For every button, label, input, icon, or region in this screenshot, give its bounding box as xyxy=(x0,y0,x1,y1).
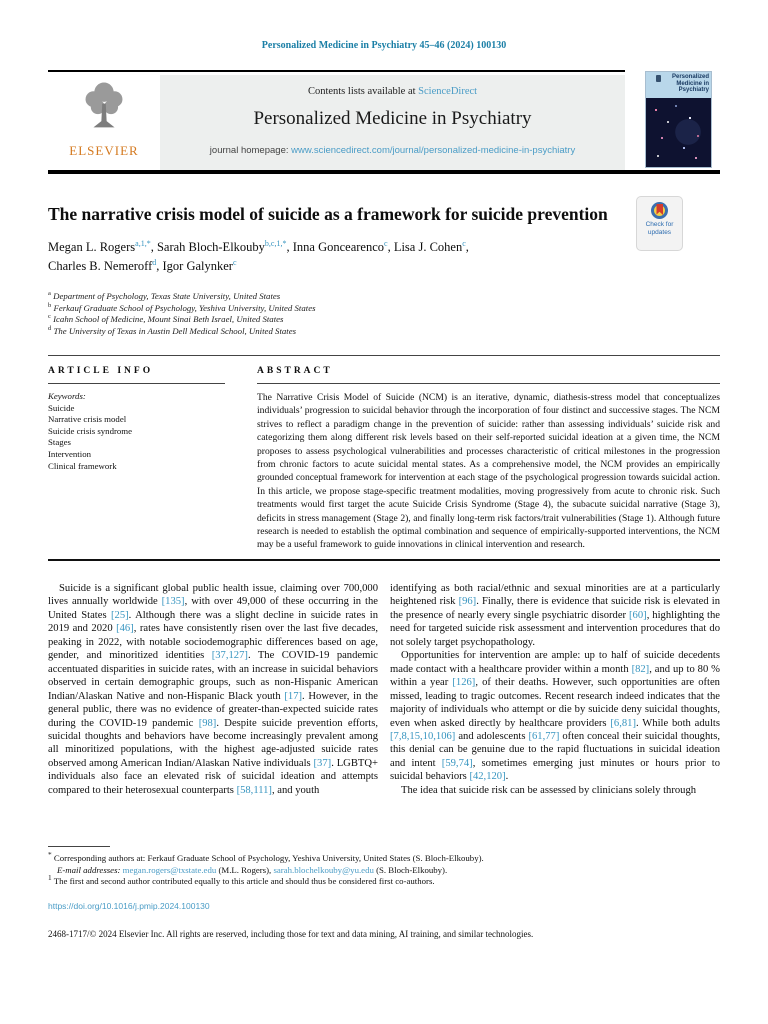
abstract-rule xyxy=(257,383,720,384)
homepage-line xyxy=(160,145,625,156)
citation-link[interactable]: [42,120] xyxy=(469,771,506,783)
affiliation-item xyxy=(48,291,648,303)
keyword-item: Suicide xyxy=(48,402,75,413)
citation-link[interactable]: [25] xyxy=(111,609,129,621)
footnotes xyxy=(48,850,720,888)
journal-title: Personalized Medicine in Psychiatry xyxy=(253,108,532,129)
footnote-marker: * xyxy=(48,850,52,860)
affiliation-sup: c xyxy=(48,313,51,321)
footnote-equal-contribution: $^1$ The first and second author contributed equally to this article and should thus be considered first co-authors. xyxy=(48,873,435,887)
keyword-item: Suicide crisis syndrome xyxy=(48,425,133,436)
elsevier-logo xyxy=(48,75,160,169)
citation-link[interactable]: [37] xyxy=(313,757,332,769)
abstract-body-divider-rule xyxy=(48,559,720,561)
cover-title: Personalized Medicine in Psychiatry xyxy=(671,74,709,94)
affiliation-text: Ferkauf Graduate School of Psychology, Yeshiva University, United States xyxy=(51,302,316,313)
authors-line-2: Charles B. Nemeroff$^d$, Igor Galynker$^c$ xyxy=(48,257,237,273)
citation-link[interactable]: [7,8,15,10,106] xyxy=(390,730,456,742)
affiliation-item xyxy=(48,314,648,326)
footnote-corresponding: * Corresponding authors at: Ferkauf Graduate School of Psychology, Yeshiva University, United States (S. Bloch-Elkouby). xyxy=(48,850,484,863)
citation-link[interactable]: [126] xyxy=(452,677,476,689)
abstract-column xyxy=(257,366,720,552)
author-superscript: c xyxy=(232,257,237,267)
body-paragraph: identifying as both racial/ethnic and sexual minorities are at a particularly heightened risk [96]. Finally, there is evidence that suicide risk is elevated in the presence of nearly every single psychiatric disorder [60], highlighting the need for targeted suicide risk assessment and intervention procedures that do not solely target psychopathology. xyxy=(390,583,721,648)
elsevier-tree-icon xyxy=(77,79,131,142)
affiliation-text: Icahn School of Medicine, Mount Sinai Beth Israel, United States xyxy=(50,314,284,324)
journal-cover-thumbnail xyxy=(645,71,712,168)
affiliations xyxy=(48,291,648,337)
contents-line-prefix: Contents lists available at xyxy=(307,86,419,97)
footnote-divider-rule xyxy=(48,846,110,847)
affiliation-item xyxy=(48,326,648,338)
author-list xyxy=(48,238,658,276)
citation-link[interactable]: [96] xyxy=(458,596,477,608)
body-paragraph: Suicide is a significant global public health issue, claiming over 700,000 lives annually worldwide [135], with over 49,000 of these occurring in the United States [25]. Although there was a slight decline in suicide rates in 2019 and 2020 [46], rates have consistently risen over the last five decades, peaking in 2022, with notable sociodemographic differences based on age, gender, and minoritized identities [37,127]. The COVID-19 pandemic accentuated disparities in suicide rates, with an increase in suicidal behaviors observed in certain demographic groups, such as non-Hispanic American Indian/Alaskan Native and non-Hispanic Black youth [17]. However, in the general public, there was no evidence of greater-than-expected suicide rates during the COVID-19 pandemic [98]. Despite suicide prevention efforts, suicidal thoughts and behaviors have become increasingly prevalent among all minoritized populations, with the highest age-adjusted suicide rates observed among American Indian/Alaskan Native individuals [37]. LGBTQ+ individuals also face an elevated risk of suicidal ideation and attempts compared to their heterosexual counterparts [58,111], and youth xyxy=(48,583,379,796)
article-info-heading: ARTICLE INFO xyxy=(48,366,154,376)
citation-link[interactable]: [6,81] xyxy=(610,717,636,729)
doi-link[interactable]: https://doi.org/10.1016/j.pmip.2024.100130 xyxy=(48,901,210,911)
author-superscript: c xyxy=(384,238,388,248)
affiliation-sup: d xyxy=(48,324,52,332)
affiliation-item xyxy=(48,303,648,315)
affiliation-sup: b xyxy=(48,301,52,309)
copyright-line: 2468-1717/© 2024 Elsevier Inc. All rights are reserved, including those for text and data mining, AI training, and similar technologies. xyxy=(48,929,534,939)
citation-link[interactable]: [98] xyxy=(198,717,217,729)
citation-link[interactable]: [61,77] xyxy=(528,730,560,742)
citation-link[interactable]: [17] xyxy=(284,690,303,702)
abstract-heading: ABSTRACT xyxy=(257,366,333,376)
cover-elsevier-mark-icon xyxy=(656,75,661,82)
author-superscript: a,1,* xyxy=(135,238,151,248)
affiliation-text: Department of Psychology, Texas State University, United States xyxy=(50,291,281,301)
citation-link[interactable]: [82] xyxy=(631,663,650,675)
bookmark-icon xyxy=(656,204,663,215)
contents-line xyxy=(160,86,625,97)
abstract-text: The Narrative Crisis Model of Suicide (NCM) is an iterative, dynamic, diathesis-stress model that conceptualizes individuals’ progression to suicidal behavior through the incorporation of four distinct and successive stages. The NCM strives to reflect a paradigm change in the prevention of suicide: rather than assessing individuals’ suicide risk and categorizing them along different risk levels based on their self-reported suicidal ideation at a given time, the NCM proposes to assess psychological vulnerabilities and processes characteristic of critical milestones in the progression from chronic factors to acute suicidal mental states. As a comprehensive model, the NCM provides an empirically grounded conceptual framework for intervention at each stage of the psychological progression towards suicidal action. In this article, we propose stage-specific treatment modalities, moving progressively from acute to chronic risk. Such treatments would first target the acute Suicide Crisis Syndrome (Stage 4), the subacute suicidal narrative (Stage 3), deficits in stress management (Stage 2), and finally long-term risk factors/trait vulnerabilities (Stage 1). Although future research is needed to establish the optimal combination and sequence of empirically-supported interventions, the NCM may be a useful framework to guide innovations in clinical intervention and research. xyxy=(257,392,720,551)
header-divider-rule xyxy=(48,170,720,174)
author-superscript: b,c,1,* xyxy=(264,238,287,248)
author-superscript: c xyxy=(462,238,466,248)
citation-link[interactable]: [59,74] xyxy=(441,757,473,769)
email-link[interactable]: megan.rogers@txstate.edu xyxy=(122,864,217,875)
author-superscript: d xyxy=(152,257,157,267)
article-info-rule xyxy=(48,383,225,384)
keyword-item: Intervention xyxy=(48,448,91,459)
article-title: The narrative crisis model of suicide as a framework for suicide prevention xyxy=(48,204,608,224)
footnote-emails: E-mail addresses: megan.rogers@txstate.edu (M.L. Rogers), sarah.blochelkouby@yu.edu (S. Bloch-Elkouby). xyxy=(57,864,448,875)
cover-artwork xyxy=(646,98,711,167)
sciencedirect-link[interactable]: ScienceDirect xyxy=(418,86,478,97)
keyword-item: Clinical framework xyxy=(48,460,117,471)
body-paragraph: The idea that suicide risk can be assessed by clinicians solely through xyxy=(401,784,697,796)
homepage-label: journal homepage: xyxy=(209,145,292,156)
citation-link[interactable]: [37,127] xyxy=(211,650,248,662)
running-head-citation: Personalized Medicine in Psychiatry 45–46 (2024) 100130 xyxy=(261,40,507,51)
footnote-marker: 1 xyxy=(48,873,52,883)
keyword-item: Narrative crisis model xyxy=(48,414,127,425)
crossmark-icon xyxy=(651,202,668,219)
journal-homepage-link[interactable]: www.sciencedirect.com/journal/personalized-medicine-in-psychiatry xyxy=(291,145,576,156)
masthead-center xyxy=(160,75,625,170)
affiliation-sup: a xyxy=(48,290,51,298)
body-column-left xyxy=(48,582,378,797)
check-updates-label: Check for updates xyxy=(645,221,674,236)
body-column-right xyxy=(390,582,720,797)
authors-line-1: Megan L. Rogers$^{a,1,*}$, Sarah Bloch-Elkouby$^{b,c,1,*}$, Inna Goncearenco$^c$, Lisa J. Cohen$^c$, xyxy=(48,238,469,254)
section-divider-rule xyxy=(48,355,720,356)
keyword-item: Stages xyxy=(48,437,71,448)
keywords-block xyxy=(48,391,225,472)
citation-link[interactable]: [46] xyxy=(116,623,134,635)
email-link[interactable]: sarah.blochelkouby@yu.edu xyxy=(273,864,374,875)
keywords-label: Keywords: xyxy=(48,391,86,401)
journal-cover-header xyxy=(646,72,711,98)
elsevier-wordmark: ELSEVIER xyxy=(69,143,139,158)
italic-label: E-mail addresses: xyxy=(57,864,123,875)
citation-link[interactable]: [60] xyxy=(629,609,647,621)
citation-link[interactable]: [58,111] xyxy=(236,784,272,796)
masthead-banner xyxy=(48,70,625,170)
body-paragraph: Opportunities for intervention are ample: up to half of suicide decedents made contact with a healthcare provider within a month [82], and up to 80 % within a year [126], of their deaths. However, such opportunities are often missed, leading to tragic outcomes. Recent research indeed indicates that the majority of individuals who attempt or die by suicide deny suicidal thoughts, even when asked directly by healthcare providers [6,81]. While both adults [7,8,15,10,106] and adolescents [61,77] often conceal their suicidal thoughts, this denial can be genuine due to the rapid fluctuations in suicidal ideation and intent [59,74], sometimes emerging just minutes or hours prior to suicidal behaviors [42,120]. xyxy=(390,650,721,783)
affiliation-text: The University of Texas in Austin Dell Medical School, United States xyxy=(51,325,297,336)
citation-link[interactable]: [135] xyxy=(161,596,185,608)
article-info-column xyxy=(48,366,225,472)
